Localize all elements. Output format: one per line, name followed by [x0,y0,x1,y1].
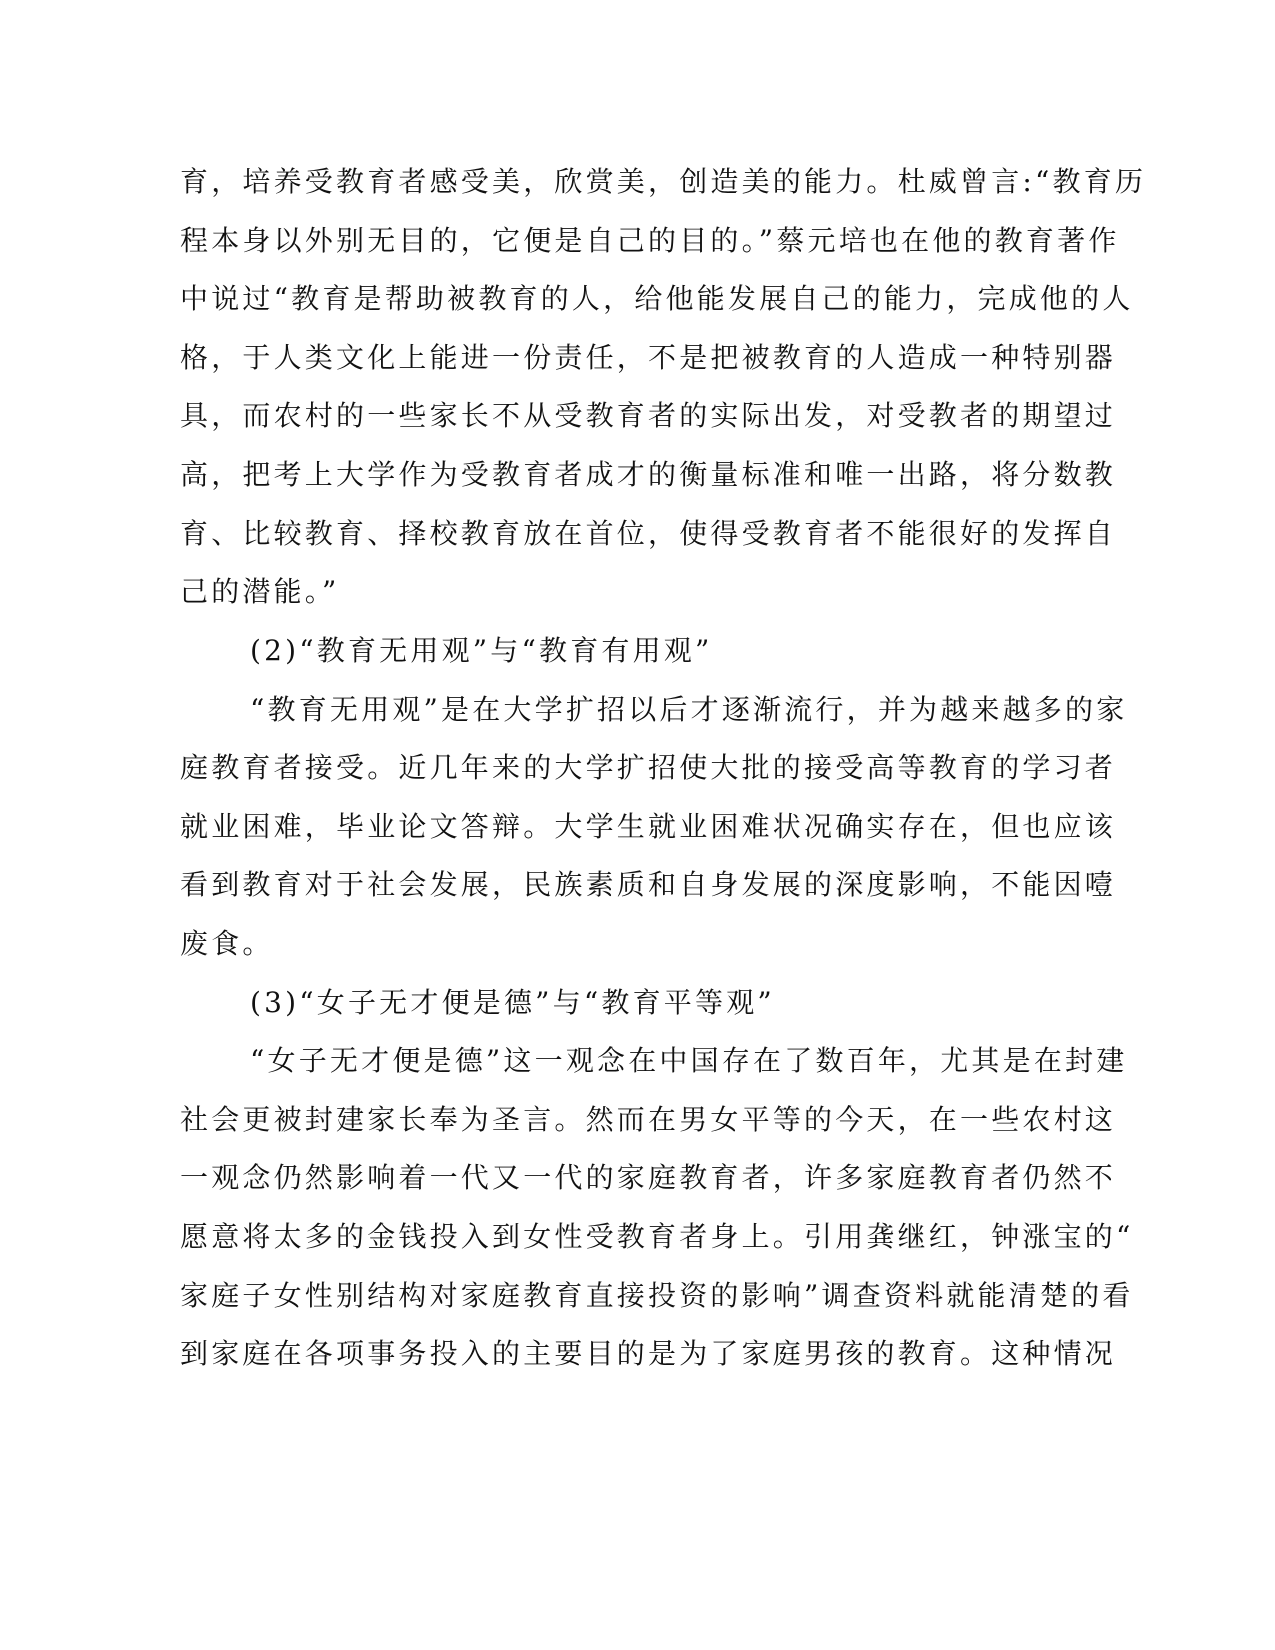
text-line: 己的潜能。” [180,575,340,608]
text-line: 一观念仍然影响着一代又一代的家庭教育者，许多家庭教育者仍然不 [180,1161,1117,1194]
text-line: “女子无才便是德”这一观念在中国存在了数百年，尤其是在封建 [250,1044,1128,1077]
text-line: 具，而农村的一些家长不从受教育者的实际出发，对受教者的期望过 [180,399,1117,432]
text-line: 格，于人类文化上能进一份责任，不是把被教育的人造成一种特别器 [180,341,1117,374]
text-line: “教育无用观”是在大学扩招以后才逐渐流行，并为越来越多的家 [250,693,1128,726]
text-line: 庭教育者接受。近几年来的大学扩招使大批的接受高等教育的学习者 [180,751,1117,784]
text-line: 看到教育对于社会发展，民族素质和自身发展的深度影响，不能因噎 [180,868,1117,901]
text-line: 废食。 [180,927,274,960]
text-line: 育，培养受教育者感受美，欣赏美，创造美的能力。杜威曾言:“教育历 [180,165,1147,198]
section-heading: (2)“教育无用观”与“教育有用观” [250,634,713,667]
text-line: 家庭子女性别结构对家庭教育直接投资的影响”调查资料就能清楚的看 [180,1279,1134,1312]
text-line: 育、比较教育、择校教育放在首位，使得受教育者不能很好的发挥自 [180,517,1117,550]
text-line: 社会更被封建家长奉为圣言。然而在男女平等的今天，在一些农村这 [180,1103,1117,1136]
text-line: 中说过“教育是帮助被教育的人，给他能发展自己的能力，完成他的人 [180,282,1134,315]
text-line: 高，把考上大学作为受教育者成才的衡量标准和唯一出路，将分数教 [180,458,1117,491]
text-line: 愿意将太多的金钱投入到女性受教育者身上。引用龚继红，钟涨宝的“ [180,1220,1134,1253]
text-line: 程本身以外别无目的，它便是自己的目的。”蔡元培也在他的教育著作 [180,224,1120,257]
section-heading: (3)“女子无才便是德”与“教育平等观” [250,986,775,1019]
text-line: 到家庭在各项事务投入的主要目的是为了家庭男孩的教育。这种情况 [180,1337,1117,1370]
text-line: 就业困难，毕业论文答辩。大学生就业困难状况确实存在，但也应该 [180,810,1117,843]
